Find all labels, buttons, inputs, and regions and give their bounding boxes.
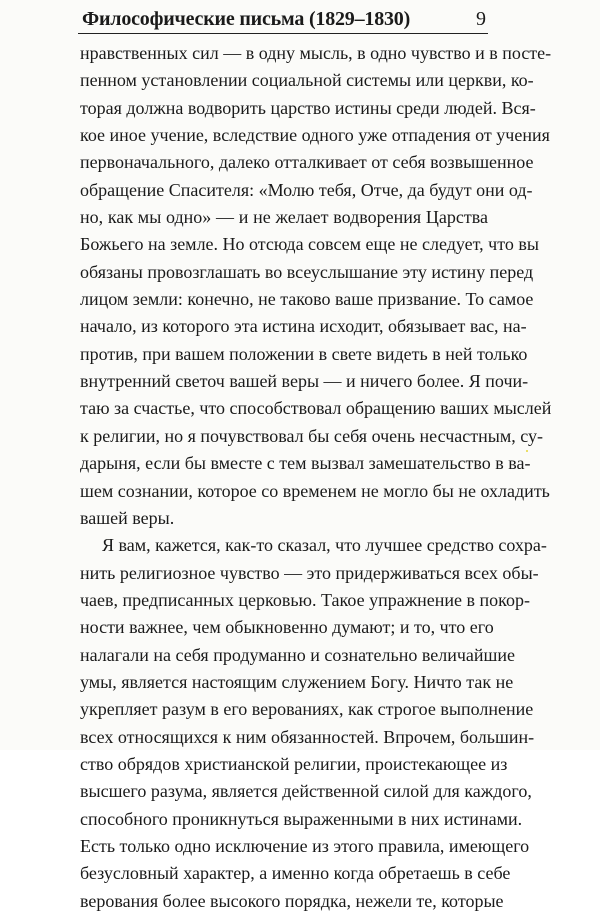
- page-header: [78, 6, 486, 34]
- text-line: налагали на себя продуманно и сознательно величайшие: [80, 644, 515, 665]
- header-rule: [78, 33, 488, 34]
- text-line: первоначального, далеко отталкивает от себя возвышенное: [80, 152, 534, 173]
- text-line: верования более высокого порядка, нежели те, которые: [80, 890, 504, 911]
- text-line: вашей веры.: [80, 507, 175, 528]
- text-line: нить религиозное чувство — это придерживаться всех обы-: [80, 562, 539, 583]
- text-line: ство обрядов христианской религии, проистекающее из: [80, 753, 508, 774]
- text-line: таю за счастье, что способствовал обращению ваших мыслей: [80, 398, 552, 419]
- text-line: Я вам, кажется, как-то сказал, что лучшее средство сохра-: [102, 535, 547, 556]
- text-line: к религии, но я почувствовал бы себя очень несчастным, су-: [80, 425, 543, 446]
- text-line: шем сознании, которое со временем не могло бы не охладить: [80, 480, 550, 501]
- speck-mark: [526, 450, 528, 452]
- text-line: способного проникнуться выраженными в них истинами.: [80, 808, 523, 829]
- text-line: торая должна водворить царство истины среди людей. Вся-: [80, 97, 536, 118]
- text-line: обращение Спасителя: «Молю тебя, Отче, да будут они од-: [80, 179, 533, 200]
- text-line: чаев, предписанных церковью. Такое упражнение в покор-: [80, 589, 530, 610]
- text-line: кое иное учение, вследствие одного уже отпадения от учения: [80, 125, 550, 146]
- text-line: нравственных сил — в одну мысль, в одно чувство и в посте-: [80, 43, 552, 63]
- text-line: высшего разума, является действенной силой для каждого,: [80, 781, 532, 802]
- text-line: но, как мы одно» — и не желает водворения Царства: [80, 207, 488, 228]
- text-line: начало, из которого эта истина исходит, обязывает вас, на-: [80, 316, 527, 337]
- text-line: безусловный характер, а именно когда обретаешь в себе: [80, 863, 511, 884]
- text-line: укрепляет разум в его верованиях, как строгое выполнение: [80, 699, 534, 720]
- text-line: ности важнее, чем обыкновенно думают; и то, что его: [80, 617, 494, 638]
- text-line: умы, является настоящим служением Богу. Ничто так не: [80, 671, 514, 692]
- page-number: 9: [476, 8, 486, 30]
- text-line: против, при вашем положении в свете видеть в ней только: [80, 343, 528, 364]
- text-line: Есть только одно исключение из этого правила, имеющего: [80, 835, 530, 856]
- text-line: Божьего на земле. Но отсюда совсем еще не следует, что вы: [80, 234, 539, 255]
- body-text: [80, 40, 552, 915]
- text-line: внутренний светоч вашей веры — и ничего более. Я почи-: [80, 371, 529, 392]
- paragraph-1: [80, 40, 552, 532]
- text-line: обязаны провозглашать во всеуслышание эту истину перед: [80, 261, 534, 282]
- text-line: всех относящихся к ним обязанностей. Впрочем, большин-: [80, 726, 535, 747]
- text-line: лицом земли: конечно, не таково ваше призвание. То самое: [80, 289, 534, 310]
- text-line: дарыня, если бы вместе с тем вызвал замешательство в ва-: [80, 453, 531, 474]
- paragraph-2: [80, 532, 547, 915]
- text-line: пенном установлении социальной системы или церкви, ко-: [80, 70, 534, 91]
- running-title: Философические письма (1829–1830): [82, 8, 411, 30]
